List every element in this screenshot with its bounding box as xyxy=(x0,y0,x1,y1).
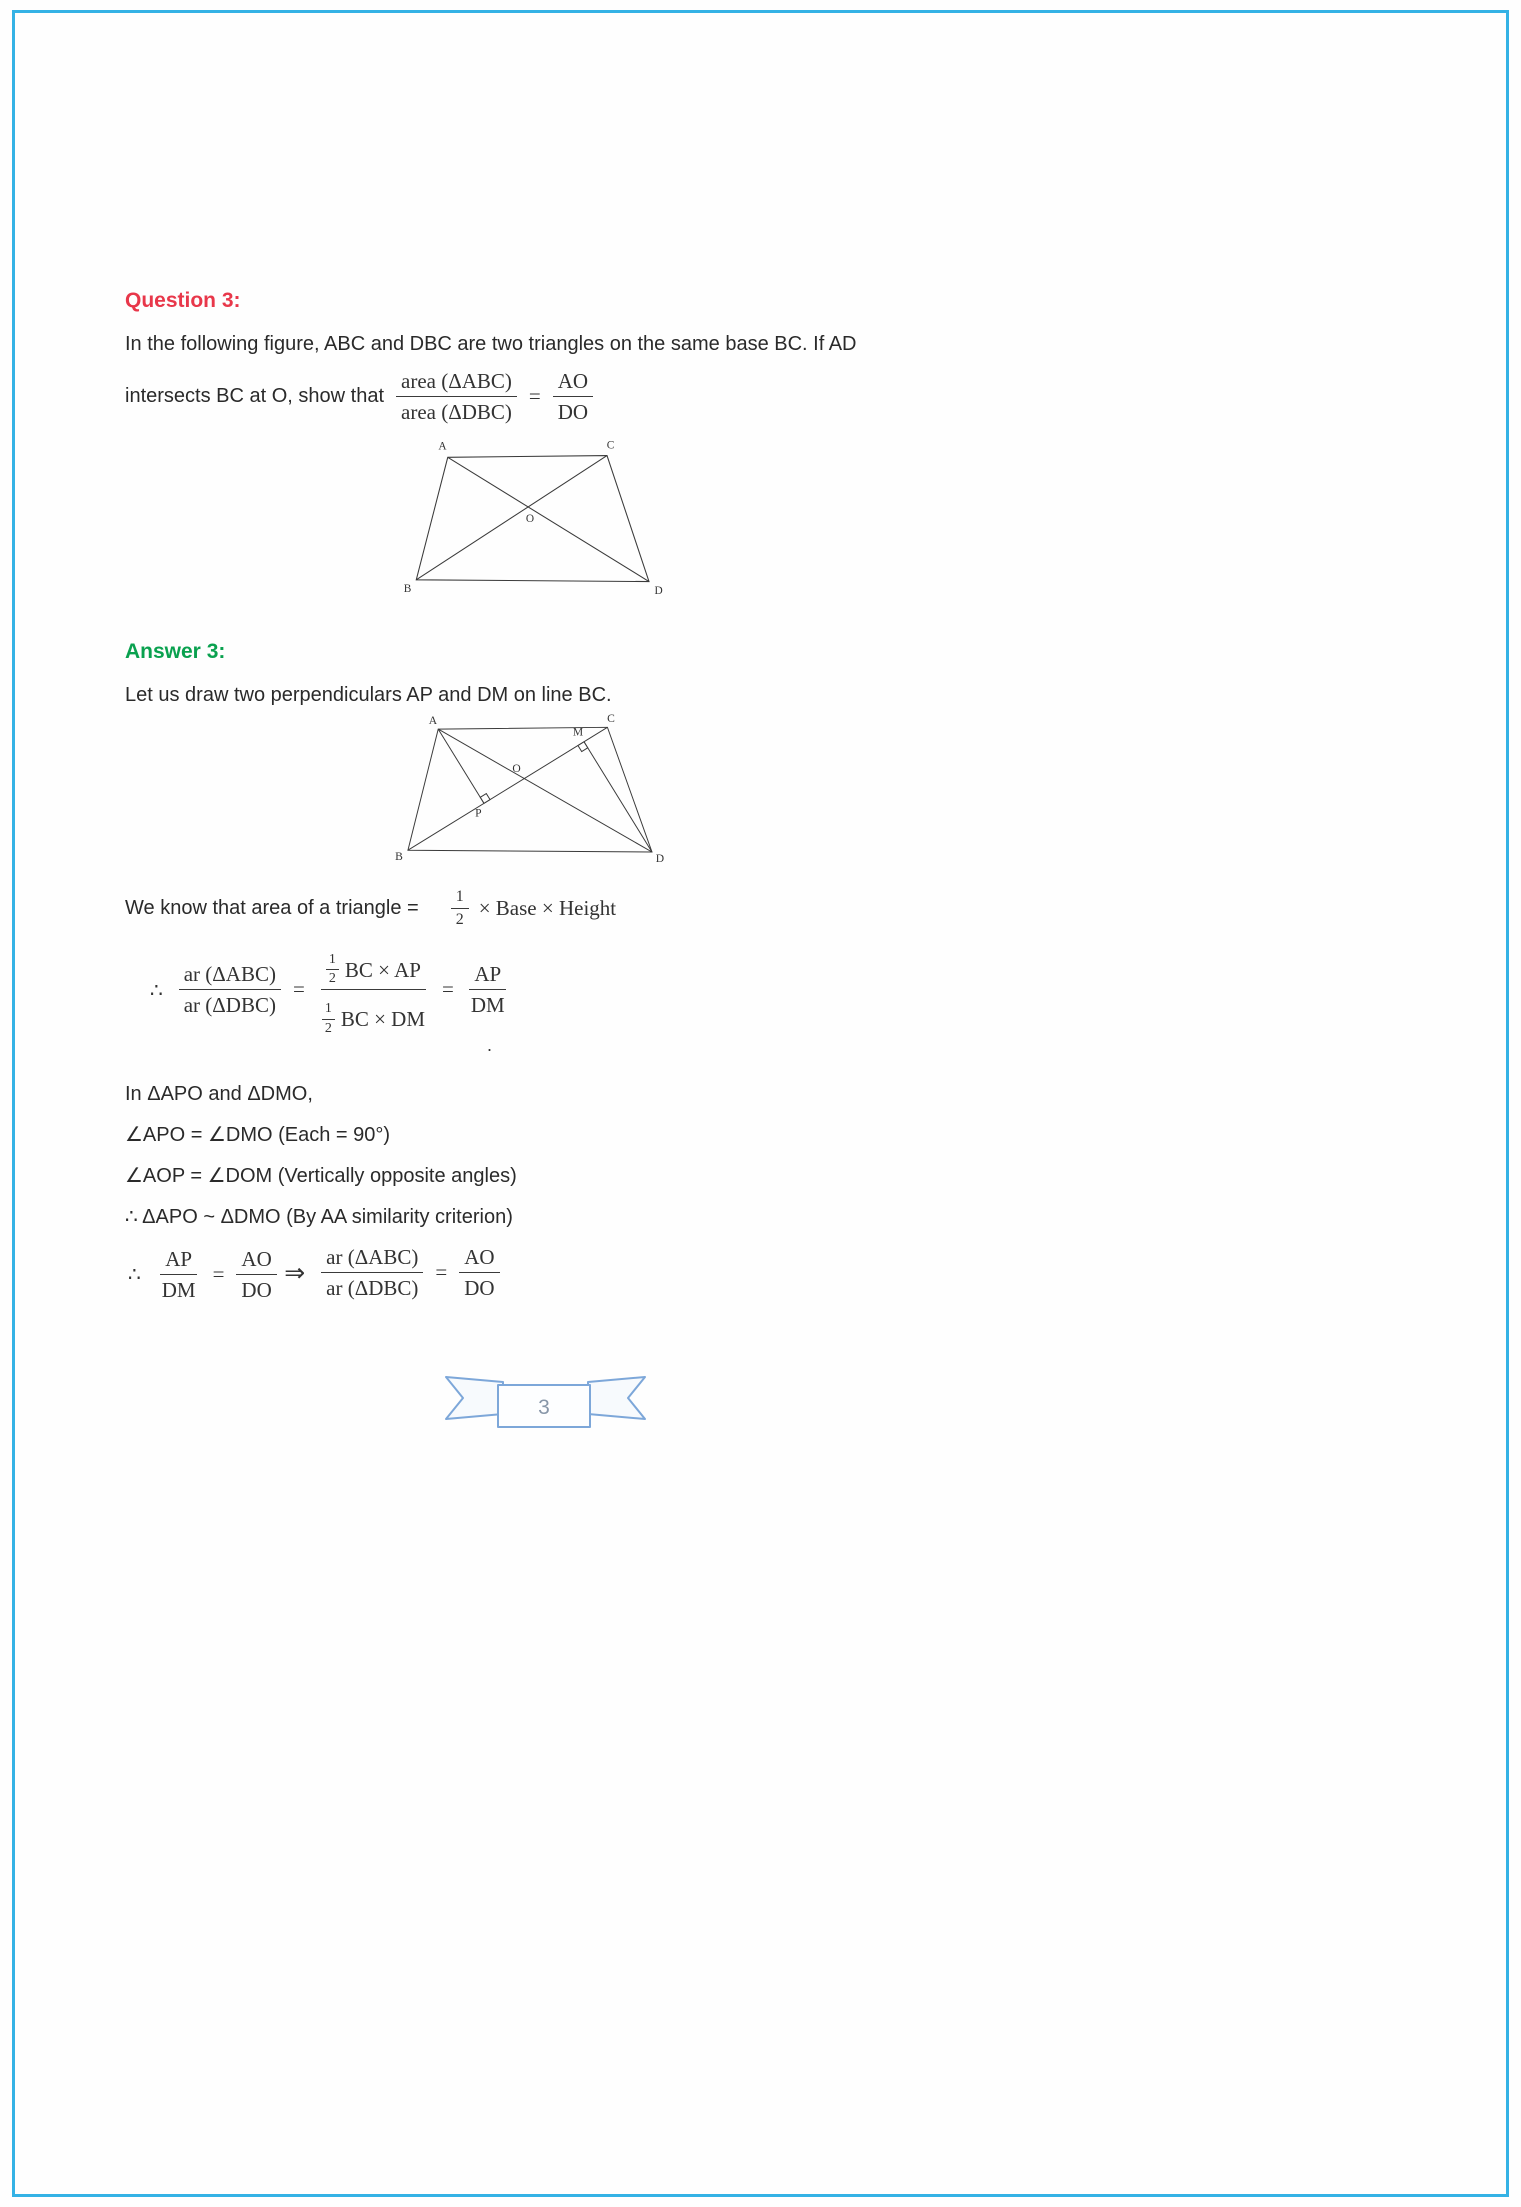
proof-step-2: ∠APO = ∠DMO (Each = 90°) xyxy=(125,1123,391,1146)
fraction-denominator: DO xyxy=(557,400,589,425)
fraction-denominator: DM xyxy=(161,1277,196,1302)
proof-step-4: ∴ ΔAPO ~ ΔDMO (By AA similarity criterion) xyxy=(125,1205,513,1228)
question-text-line2-row xyxy=(125,368,1401,426)
fraction-numerator: ar (ΔABC) xyxy=(321,1244,423,1273)
fraction-one-half xyxy=(451,888,469,930)
fraction-ar-ratio xyxy=(179,961,281,1019)
fraction-numerator: AO xyxy=(553,368,593,397)
question-text-line1: In the following figure, ABC and DBC are two triangles on the same base BC. If AD xyxy=(125,333,857,355)
proof-step-1: In ΔAPO and ΔDMO, xyxy=(125,1082,313,1105)
fraction-denominator: DO xyxy=(241,1277,272,1302)
derivation-final-result xyxy=(284,1244,499,1302)
fraction-numerator: AP xyxy=(160,1246,197,1275)
right-angle-mark-m xyxy=(578,741,588,751)
page-content xyxy=(0,288,1521,1433)
fraction-denominator: 2 xyxy=(455,910,464,928)
equals-sign: = xyxy=(212,1261,225,1286)
half-bc-ap xyxy=(326,952,421,987)
therefore-symbol: ∴ xyxy=(150,977,163,1002)
fraction-denominator xyxy=(317,990,430,1036)
figure2-svg xyxy=(383,713,668,869)
fraction-ao-do xyxy=(236,1246,276,1304)
fraction-ao-do xyxy=(459,1244,499,1302)
fraction-denominator: ar (ΔDBC) xyxy=(326,1276,419,1301)
fraction-half-base-height-ratio xyxy=(317,943,430,1036)
fraction-numerator: 1 xyxy=(451,888,469,909)
question-formula xyxy=(396,368,593,426)
fraction-numerator: 1 xyxy=(322,1001,335,1019)
equals-sign: = xyxy=(528,384,541,409)
fraction-ap-dm xyxy=(157,1246,201,1304)
fraction-numerator: area (ΔABC) xyxy=(396,368,517,397)
point-label-p: P xyxy=(475,805,482,819)
figure1-labels xyxy=(404,439,663,596)
fraction-ar-ratio xyxy=(321,1244,423,1302)
equals-sign: = xyxy=(292,977,305,1002)
line-bc xyxy=(416,455,607,579)
fraction-denominator: DM xyxy=(470,993,505,1018)
figure2-lines xyxy=(408,724,652,852)
fraction-denominator: ar (ΔDBC) xyxy=(183,993,276,1018)
bc-dm-term: BC × DM xyxy=(340,1006,426,1031)
fraction-area-ratio xyxy=(396,368,517,426)
right-angle-mark-p xyxy=(480,793,490,803)
vertex-label-d: D xyxy=(654,584,663,597)
fraction-numerator xyxy=(321,943,426,990)
fraction-numerator: AO xyxy=(236,1246,276,1275)
vertex-label-b: B xyxy=(403,582,412,595)
point-label-m: M xyxy=(572,724,584,738)
fraction-denominator: area (ΔDBC) xyxy=(401,400,512,425)
half-bc-dm xyxy=(322,1001,425,1036)
figure-triangles-on-base-bc xyxy=(390,438,670,605)
proof-step-3: ∠AOP = ∠DOM (Vertically opposite angles) xyxy=(125,1164,517,1187)
derivation-ap-dm-equals-ao-do xyxy=(128,1246,277,1304)
area-formula-tail: × Base × Height xyxy=(478,895,617,920)
question-text-line2: intersects BC at O, show that xyxy=(125,385,384,408)
ribbon-right-tail xyxy=(588,1377,645,1419)
figure2-labels xyxy=(395,713,664,865)
line-ad xyxy=(448,457,649,581)
page-number: 3 xyxy=(538,1396,550,1420)
implies-arrow: ⇒ xyxy=(284,1258,306,1288)
fraction-ao-do xyxy=(553,368,593,426)
area-sentence: We know that area of a triangle = xyxy=(125,896,419,919)
question-heading: Question 3: xyxy=(125,289,241,312)
vertex-label-d: D xyxy=(655,851,665,865)
fraction-denominator: 2 xyxy=(328,971,336,987)
vertex-label-b: B xyxy=(395,849,403,863)
fraction-numerator: 1 xyxy=(326,952,339,970)
vertex-label-c: C xyxy=(607,712,615,725)
fraction-ap-dm xyxy=(466,961,510,1019)
area-definition-row xyxy=(125,888,1401,930)
vertex-label-a: A xyxy=(438,439,447,452)
line-bc xyxy=(408,724,608,850)
stray-period: . xyxy=(487,1034,493,1055)
point-label-o: O xyxy=(512,761,521,775)
answer-intro: Let us draw two perpendiculars AP and DM on line BC. xyxy=(125,683,612,706)
answer-heading: Answer 3: xyxy=(125,639,226,663)
fraction-one-half xyxy=(322,1001,335,1036)
fraction-one-half xyxy=(326,952,339,987)
ribbon-left-tail xyxy=(446,1377,503,1419)
bc-ap-term: BC × AP xyxy=(344,957,421,982)
fraction-numerator: AO xyxy=(459,1244,499,1273)
vertex-label-c: C xyxy=(606,439,615,452)
fraction-denominator: 2 xyxy=(324,1020,332,1036)
therefore-symbol: ∴ xyxy=(128,1262,141,1287)
derivation-area-ratio xyxy=(150,943,510,1036)
vertex-label-a: A xyxy=(428,713,438,727)
fraction-numerator: ar (ΔABC) xyxy=(179,961,281,990)
page-footer-ribbon xyxy=(443,1373,648,1433)
line-ad xyxy=(438,729,652,852)
figure-with-perpendiculars xyxy=(383,713,668,874)
area-formula xyxy=(451,888,616,930)
figure1-svg xyxy=(390,438,670,600)
fraction-numerator: AP xyxy=(469,961,506,990)
ribbon-banner-svg xyxy=(443,1373,648,1433)
proof-steps xyxy=(125,1081,1401,1230)
perpendicular-ap xyxy=(438,729,484,803)
equals-sign: = xyxy=(435,1260,448,1285)
quadrilateral-acdb xyxy=(408,724,652,852)
point-label-o: O xyxy=(525,512,535,525)
equals-sign: = xyxy=(442,977,454,1002)
fraction-denominator: DO xyxy=(464,1276,495,1301)
